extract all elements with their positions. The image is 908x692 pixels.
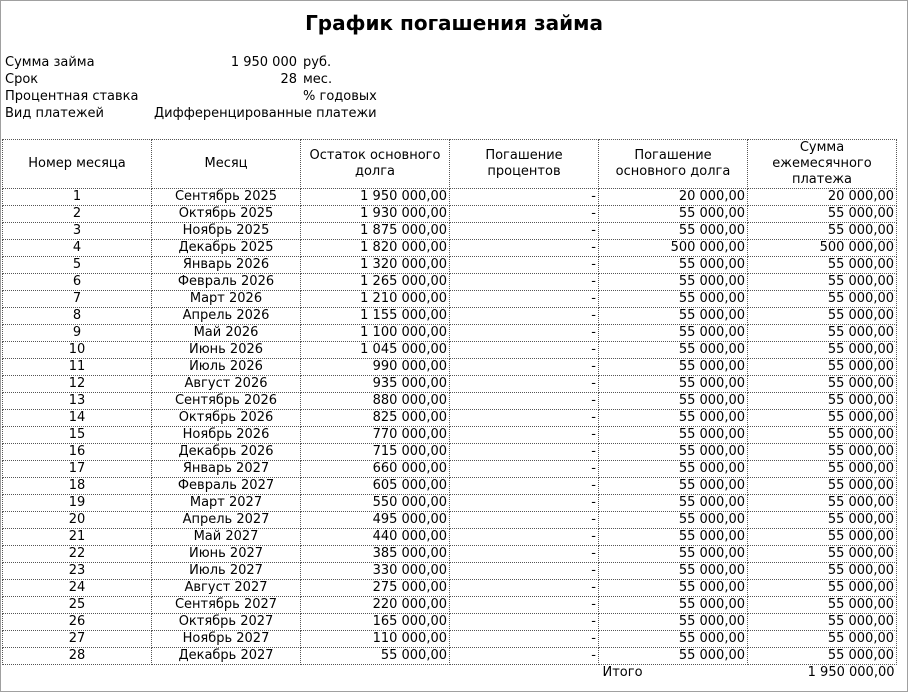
column-header: Погашение процентов (450, 140, 599, 189)
interest-payment-cell: - (450, 495, 599, 512)
param-value: 28 (280, 72, 297, 87)
monthly-payment-cell: 55 000,00 (748, 359, 897, 376)
table-row (3, 376, 897, 393)
month-number-cell: 3 (3, 223, 152, 240)
principal-payment-cell: 55 000,00 (599, 308, 748, 325)
remaining-balance-cell: 715 000,00 (301, 444, 450, 461)
interest-payment-cell: - (450, 359, 599, 376)
month-cell: Октябрь 2026 (152, 410, 301, 427)
remaining-balance-cell: 275 000,00 (301, 580, 450, 597)
month-cell: Февраль 2027 (152, 478, 301, 495)
month-number-cell: 1 (3, 189, 152, 206)
interest-payment-cell: - (450, 597, 599, 614)
month-cell: Декабрь 2025 (152, 240, 301, 257)
interest-payment-cell: - (450, 563, 599, 580)
month-number-cell: 15 (3, 427, 152, 444)
table-row (3, 563, 897, 580)
month-cell: Декабрь 2027 (152, 648, 301, 665)
table-row (3, 223, 897, 240)
interest-payment-cell: - (450, 342, 599, 359)
month-cell: Октябрь 2027 (152, 614, 301, 631)
month-number-cell: 18 (3, 478, 152, 495)
month-cell: Апрель 2027 (152, 512, 301, 529)
month-number-cell: 17 (3, 461, 152, 478)
param-label: Срок (5, 72, 39, 87)
param-unit: мес. (303, 72, 333, 87)
column-header: Сумма ежемесячного платежа (748, 140, 897, 189)
interest-payment-cell: - (450, 461, 599, 478)
table-row (3, 648, 897, 665)
month-number-cell: 9 (3, 325, 152, 342)
interest-payment-cell: - (450, 376, 599, 393)
month-cell: Октябрь 2025 (152, 206, 301, 223)
interest-payment-cell: - (450, 580, 599, 597)
interest-payment-cell: - (450, 257, 599, 274)
month-cell: Февраль 2026 (152, 274, 301, 291)
principal-payment-cell: 55 000,00 (599, 325, 748, 342)
table-row (3, 597, 897, 614)
monthly-payment-cell: 55 000,00 (748, 512, 897, 529)
monthly-payment-cell: 20 000,00 (748, 189, 897, 206)
param-unit: % годовых (303, 89, 377, 104)
month-cell: Ноябрь 2025 (152, 223, 301, 240)
table-row (3, 257, 897, 274)
month-number-cell: 2 (3, 206, 152, 223)
month-number-cell: 7 (3, 291, 152, 308)
monthly-payment-cell: 55 000,00 (748, 580, 897, 597)
monthly-payment-cell: 55 000,00 (748, 444, 897, 461)
table-row (3, 546, 897, 563)
param-unit: руб. (303, 55, 332, 70)
month-cell: Январь 2026 (152, 257, 301, 274)
principal-payment-cell: 55 000,00 (599, 461, 748, 478)
interest-payment-cell: - (450, 410, 599, 427)
month-number-cell: 14 (3, 410, 152, 427)
month-number-cell: 21 (3, 529, 152, 546)
month-number-cell: 13 (3, 393, 152, 410)
monthly-payment-cell: 55 000,00 (748, 410, 897, 427)
month-cell: Апрель 2026 (152, 308, 301, 325)
month-cell: Март 2027 (152, 495, 301, 512)
month-number-cell: 28 (3, 648, 152, 665)
table-header-row (3, 140, 897, 189)
table-row (3, 274, 897, 291)
total-label: Итого (602, 665, 643, 680)
month-number-cell: 6 (3, 274, 152, 291)
month-number-cell: 5 (3, 257, 152, 274)
month-cell: Май 2027 (152, 529, 301, 546)
month-number-cell: 27 (3, 631, 152, 648)
table-row (3, 478, 897, 495)
monthly-payment-cell: 55 000,00 (748, 376, 897, 393)
remaining-balance-cell: 440 000,00 (301, 529, 450, 546)
monthly-payment-cell: 55 000,00 (748, 495, 897, 512)
interest-payment-cell: - (450, 274, 599, 291)
interest-payment-cell: - (450, 529, 599, 546)
month-cell: Ноябрь 2027 (152, 631, 301, 648)
month-cell: Август 2027 (152, 580, 301, 597)
monthly-payment-cell: 500 000,00 (748, 240, 897, 257)
remaining-balance-cell: 1 155 000,00 (301, 308, 450, 325)
month-number-cell: 24 (3, 580, 152, 597)
table-row (3, 240, 897, 257)
table-row (3, 580, 897, 597)
remaining-balance-cell: 880 000,00 (301, 393, 450, 410)
month-cell: Август 2026 (152, 376, 301, 393)
principal-payment-cell: 55 000,00 (599, 291, 748, 308)
month-cell: Сентябрь 2026 (152, 393, 301, 410)
monthly-payment-cell: 55 000,00 (748, 563, 897, 580)
monthly-payment-cell: 55 000,00 (748, 325, 897, 342)
interest-payment-cell: - (450, 189, 599, 206)
monthly-payment-cell: 55 000,00 (748, 257, 897, 274)
principal-payment-cell: 55 000,00 (599, 342, 748, 359)
principal-payment-cell: 55 000,00 (599, 206, 748, 223)
monthly-payment-cell: 55 000,00 (748, 291, 897, 308)
column-header: Месяц (152, 140, 301, 189)
column-header: Остаток основного долга (301, 140, 450, 189)
remaining-balance-cell: 1 820 000,00 (301, 240, 450, 257)
remaining-balance-cell: 385 000,00 (301, 546, 450, 563)
month-cell: Март 2026 (152, 291, 301, 308)
month-number-cell: 8 (3, 308, 152, 325)
interest-payment-cell: - (450, 325, 599, 342)
table-row (3, 308, 897, 325)
month-cell: Декабрь 2026 (152, 444, 301, 461)
remaining-balance-cell: 660 000,00 (301, 461, 450, 478)
remaining-balance-cell: 1 100 000,00 (301, 325, 450, 342)
remaining-balance-cell: 495 000,00 (301, 512, 450, 529)
table-row (3, 393, 897, 410)
month-cell: Январь 2027 (152, 461, 301, 478)
monthly-payment-cell: 55 000,00 (748, 631, 897, 648)
interest-payment-cell: - (450, 478, 599, 495)
month-number-cell: 22 (3, 546, 152, 563)
month-cell: Май 2026 (152, 325, 301, 342)
table-row (3, 444, 897, 461)
param-label: Вид платежей (5, 106, 104, 121)
column-header: Погашение основного долга (599, 140, 748, 189)
interest-payment-cell: - (450, 631, 599, 648)
remaining-balance-cell: 935 000,00 (301, 376, 450, 393)
monthly-payment-cell: 55 000,00 (748, 478, 897, 495)
monthly-payment-cell: 55 000,00 (748, 308, 897, 325)
table-row (3, 325, 897, 342)
principal-payment-cell: 55 000,00 (599, 410, 748, 427)
remaining-balance-cell: 770 000,00 (301, 427, 450, 444)
remaining-balance-cell: 55 000,00 (301, 648, 450, 665)
table-row (3, 359, 897, 376)
interest-payment-cell: - (450, 291, 599, 308)
principal-payment-cell: 55 000,00 (599, 257, 748, 274)
remaining-balance-cell: 1 045 000,00 (301, 342, 450, 359)
month-number-cell: 12 (3, 376, 152, 393)
month-number-cell: 20 (3, 512, 152, 529)
principal-payment-cell: 55 000,00 (599, 427, 748, 444)
param-text: Дифференцированные платежи (154, 106, 377, 121)
param-label: Сумма займа (5, 55, 95, 70)
principal-payment-cell: 55 000,00 (599, 529, 748, 546)
monthly-payment-cell: 55 000,00 (748, 342, 897, 359)
monthly-payment-cell: 55 000,00 (748, 529, 897, 546)
table-row (3, 495, 897, 512)
month-number-cell: 19 (3, 495, 152, 512)
month-number-cell: 11 (3, 359, 152, 376)
table-row (3, 206, 897, 223)
remaining-balance-cell: 1 930 000,00 (301, 206, 450, 223)
remaining-balance-cell: 110 000,00 (301, 631, 450, 648)
remaining-balance-cell: 1 210 000,00 (301, 291, 450, 308)
principal-payment-cell: 55 000,00 (599, 444, 748, 461)
page-title: График погашения займа (305, 11, 603, 35)
monthly-payment-cell: 55 000,00 (748, 274, 897, 291)
remaining-balance-cell: 550 000,00 (301, 495, 450, 512)
principal-payment-cell: 55 000,00 (599, 631, 748, 648)
interest-payment-cell: - (450, 444, 599, 461)
remaining-balance-cell: 605 000,00 (301, 478, 450, 495)
month-number-cell: 10 (3, 342, 152, 359)
month-cell: Июль 2027 (152, 563, 301, 580)
month-number-cell: 25 (3, 597, 152, 614)
monthly-payment-cell: 55 000,00 (748, 393, 897, 410)
principal-payment-cell: 55 000,00 (599, 223, 748, 240)
table-row (3, 410, 897, 427)
month-cell: Ноябрь 2026 (152, 427, 301, 444)
table-row (3, 291, 897, 308)
principal-payment-cell: 55 000,00 (599, 546, 748, 563)
principal-payment-cell: 55 000,00 (599, 580, 748, 597)
monthly-payment-cell: 55 000,00 (748, 597, 897, 614)
remaining-balance-cell: 1 875 000,00 (301, 223, 450, 240)
interest-payment-cell: - (450, 427, 599, 444)
interest-payment-cell: - (450, 614, 599, 631)
remaining-balance-cell: 990 000,00 (301, 359, 450, 376)
interest-payment-cell: - (450, 393, 599, 410)
remaining-balance-cell: 1 950 000,00 (301, 189, 450, 206)
principal-payment-cell: 55 000,00 (599, 563, 748, 580)
table-row (3, 529, 897, 546)
month-cell: Июль 2026 (152, 359, 301, 376)
principal-payment-cell: 55 000,00 (599, 376, 748, 393)
param-label: Процентная ставка (5, 89, 139, 104)
principal-payment-cell: 55 000,00 (599, 648, 748, 665)
table-row (3, 512, 897, 529)
column-header: Номер месяца (3, 140, 152, 189)
total-value: 1 950 000,00 (807, 665, 895, 680)
month-number-cell: 26 (3, 614, 152, 631)
total-row (3, 665, 897, 682)
remaining-balance-cell: 330 000,00 (301, 563, 450, 580)
monthly-payment-cell: 55 000,00 (748, 648, 897, 665)
remaining-balance-cell: 220 000,00 (301, 597, 450, 614)
monthly-payment-cell: 55 000,00 (748, 614, 897, 631)
remaining-balance-cell: 825 000,00 (301, 410, 450, 427)
table-row (3, 342, 897, 359)
interest-payment-cell: - (450, 648, 599, 665)
monthly-payment-cell: 55 000,00 (748, 427, 897, 444)
principal-payment-cell: 55 000,00 (599, 393, 748, 410)
principal-payment-cell: 500 000,00 (599, 240, 748, 257)
principal-payment-cell: 55 000,00 (599, 359, 748, 376)
principal-payment-cell: 55 000,00 (599, 478, 748, 495)
interest-payment-cell: - (450, 206, 599, 223)
payment-schedule-table (2, 139, 897, 681)
param-value: 1 950 000 (230, 55, 297, 70)
interest-payment-cell: - (450, 223, 599, 240)
month-cell: Сентябрь 2027 (152, 597, 301, 614)
monthly-payment-cell: 55 000,00 (748, 223, 897, 240)
month-cell: Июнь 2026 (152, 342, 301, 359)
table-row (3, 614, 897, 631)
table-body (3, 189, 897, 665)
table-row (3, 631, 897, 648)
principal-payment-cell: 55 000,00 (599, 495, 748, 512)
table-row (3, 189, 897, 206)
month-cell: Июнь 2027 (152, 546, 301, 563)
month-cell: Сентябрь 2025 (152, 189, 301, 206)
monthly-payment-cell: 55 000,00 (748, 461, 897, 478)
principal-payment-cell: 20 000,00 (599, 189, 748, 206)
remaining-balance-cell: 1 320 000,00 (301, 257, 450, 274)
interest-payment-cell: - (450, 512, 599, 529)
month-number-cell: 23 (3, 563, 152, 580)
remaining-balance-cell: 1 265 000,00 (301, 274, 450, 291)
interest-payment-cell: - (450, 308, 599, 325)
table-row (3, 461, 897, 478)
month-number-cell: 16 (3, 444, 152, 461)
monthly-payment-cell: 55 000,00 (748, 206, 897, 223)
interest-payment-cell: - (450, 240, 599, 257)
interest-payment-cell: - (450, 546, 599, 563)
month-number-cell: 4 (3, 240, 152, 257)
principal-payment-cell: 55 000,00 (599, 512, 748, 529)
principal-payment-cell: 55 000,00 (599, 274, 748, 291)
principal-payment-cell: 55 000,00 (599, 597, 748, 614)
monthly-payment-cell: 55 000,00 (748, 546, 897, 563)
table-row (3, 427, 897, 444)
principal-payment-cell: 55 000,00 (599, 614, 748, 631)
remaining-balance-cell: 165 000,00 (301, 614, 450, 631)
